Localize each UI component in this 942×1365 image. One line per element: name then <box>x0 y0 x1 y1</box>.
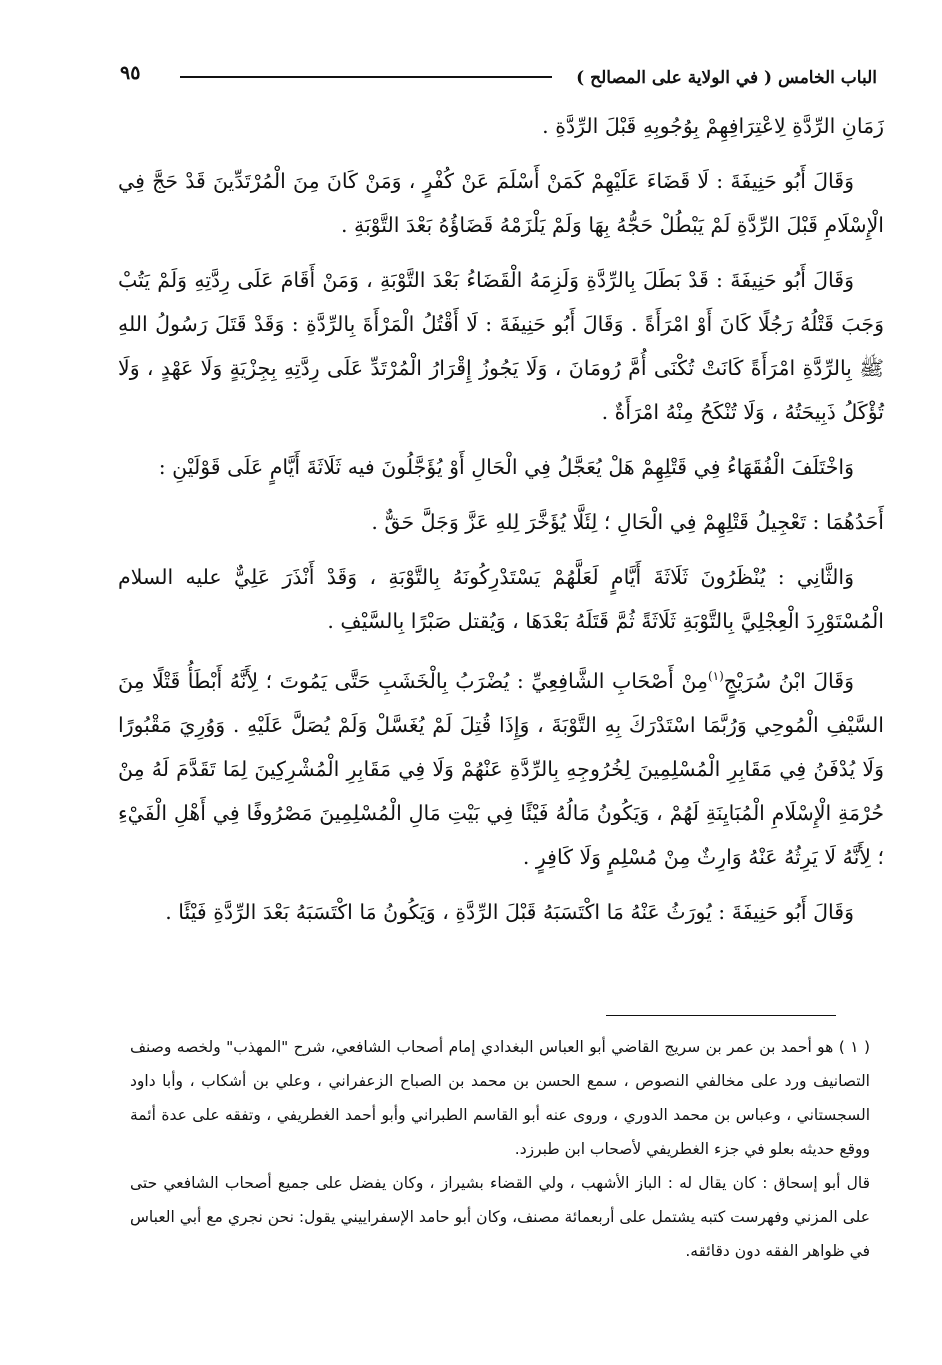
running-title: الباب الخامس ( في الولاية على المصالح ) <box>576 68 877 88</box>
footnote-separator <box>606 1015 836 1016</box>
header-rule <box>180 76 552 78</box>
paragraph: وَقَالَ أَبُو حَنِيفَةَ : لَا قَضَاءَ عَلَيْهِمْ كَمَنْ أَسْلَمَ عَنْ كُفْرٍ ، وَمَنْ كَانَ مِنَ الْمُرْتَدِّينَ قَدْ حَجَّ فِي الْإِسْلَامِ قَبْلَ الرِّدَّةِ لَمْ يَبْطُلْ حَجُّهُ بِهَا وَلَمْ يَلْزَمْهُ قَضَاؤُهُ بَعْدَ التَّوْبَةِ . <box>118 169 884 237</box>
footnote-text: ( ١ ) هو أحمد بن عمر بن سريج القاضي أبو العباس البغدادي إمام أصحاب الشافعي، شرح "المهذب" ولخصه وصنف التصانيف ورد على مخالفي النصوص ، سمع الحسن بن محمد بن الصباح الزعفراني ، وعلي بن أشكاب ، وأبا داود السجستاني ، وعباس بن محمد الدوري ، وروى عنه أبو القاسم الطبراني وأبو أحمد الغطريفي ، وتفقه على عدة أئمة ووقع حديثه بعلو في جزء الغطريفي لأصحاب ابن طبرزد. <box>130 1038 870 1158</box>
footnote-text: قال أبو إسحاق : كان يقال له : الباز الأشهب ، ولي القضاء بشيراز ، وكان يفضل على جميع أصحاب الشافعي حتى على المزني وفهرست كتبه يشتمل على أربعمائة مصنف، وكان أبو حامد الإسفراييني يقول: نحن نجري مع أبي العباس في ظواهر الفقه دون دقائقه. <box>130 1174 870 1260</box>
paragraph: وَالثَّانِي : يُنْظَرُونَ ثَلَاثَةَ أَيَّامٍ لَعَلَّهُمْ يَسْتَدْرِكُونَهُ بِالتَّوْبَةِ ، وَقَدْ أَنْذَرَ عَلِيٌّ عليه السلام الْمُسْتَوْرِدَ الْعِجْلِيَّ بِالتَّوْبَةِ ثَلَاثَةً ثُمَّ قَتَلَهُ بَعْدَهَا ، وَيُقتل صَبْرًا بِالسَّيْفِ . <box>118 565 884 633</box>
page-number: ٩٥ <box>120 62 141 84</box>
page-header <box>118 62 877 98</box>
paragraph: وَقَالَ أَبُو حَنِيفَةَ : يُورَثُ عَنْهُ مَا اكْتَسَبَهُ قَبْلَ الرِّدَّةِ ، وَيَكُونُ مَا اكْتَسَبَهُ بَعْدَ الرِّدَّةِ فَيْئًا . <box>165 899 854 924</box>
paragraph-lead: وَقَالَ ابْنُ سُرَيْجٍ <box>723 668 855 693</box>
paragraph: زَمَانِ الرِّدَّةِ لِاعْتِرَافِهِمْ بِوُجُوبِهِ قَبْلَ الرِّدَّةِ . <box>542 114 884 138</box>
paragraph-rest: مِنْ أَصْحَابِ الشَّافِعِيِّ : يُضْرَبُ بِالْخَشَبِ حَتَّى يَمُوتَ ؛ لِأَنَّهُ أَبْطَأُ قَتْلًا مِنَ السَّيْفِ الْمُوحِي وَرُبَّمَا اسْتَدْرَكَ بِهِ التَّوْبَةَ ، وَإِذَا قُتِلَ لَمْ يُغَسَّلْ وَلَمْ يُصَلَّ عَلَيْهِ . وَوُرِيَ مَقْبُورًا وَلَا يُدْفَنُ فِي مَقَابِرِ الْمُسْلِمِينَ لِخُرُوجِهِ بِالرِّدَّةِ عَنْهُمْ وَلَا فِي مَقَابِرِ الْمُشْرِكِينَ لِمَا تَقَدَّمَ لَهُ مِنْ حُرْمَةِ الْإِسْلَامِ الْمُبَايِنَةِ لَهُمْ ، وَيَكُونُ مَالُهُ فَيْئًا فِي بَيْتِ مَالِ الْمُسْلِمِينَ مَصْرُوفًا فِي أَهْلِ الْفَيْءِ ؛ لِأَنَّهُ لَا يَرِثُهُ عَنْهُ وَارِثٌ مِنْ مُسْلِمٍ وَلَا كَافِرٍ . <box>118 668 884 869</box>
main-text <box>118 104 884 945</box>
paragraph: أَحَدُهُمَا : تَعْجِيلُ قَتْلِهِمْ فِي الْحَالِ ؛ لِئَلَّا يُؤَخَّرَ لِلهِ عَزَّ وَجَلَّ حَقٌّ . <box>371 510 884 534</box>
paragraph: وَاخْتَلَفَ الْفُقَهَاءُ فِي قَتْلِهِمْ هَلْ يُعَجَّلُ فِي الْحَالِ أَوْ يُؤَجَّلُونَ فيه ثَلَاثَةَ أَيَّامٍ عَلَى قَوْلَيْنِ : <box>158 455 854 479</box>
paragraph <box>118 654 884 879</box>
paragraph: وَقَالَ أَبُو حَنِيفَةَ : قَدْ بَطَلَ بِالرِّدَّةِ وَلَزِمَهُ الْقَضَاءُ بَعْدَ التَّوْبَةِ ، وَمَنْ أَقَامَ عَلَى رِدَّتِهِ وَلَمْ يَتُبْ وَجَبَ قَتْلُهُ رَجُلًا كَانَ أَوْ امْرَأَةً . وَقَالَ أَبُو حَنِيفَةَ : لَا أَقْتُلُ الْمَرْأَةَ بِالرِّدَّةِ : وَقَدْ قَتَلَ رَسُولُ اللهِ ﷺ بِالرِّدَّةِ امْرَأَةً كَانَتْ تُكْنَى أُمَّ رُومَانَ ، وَلَا يَجُوزُ إِقْرَارُ الْمُرْتَدِّ عَلَى رِدَّتِهِ بِجِزْيَةٍ وَلَا عَهْدٍ ، وَلَا تُؤْكَلُ ذَبِيحَتُهُ ، وَلَا تُنْكَحُ مِنْهُ امْرَأَةٌ . <box>118 268 884 424</box>
footnotes <box>130 1030 870 1268</box>
footnote-reference: (١) <box>707 669 724 683</box>
